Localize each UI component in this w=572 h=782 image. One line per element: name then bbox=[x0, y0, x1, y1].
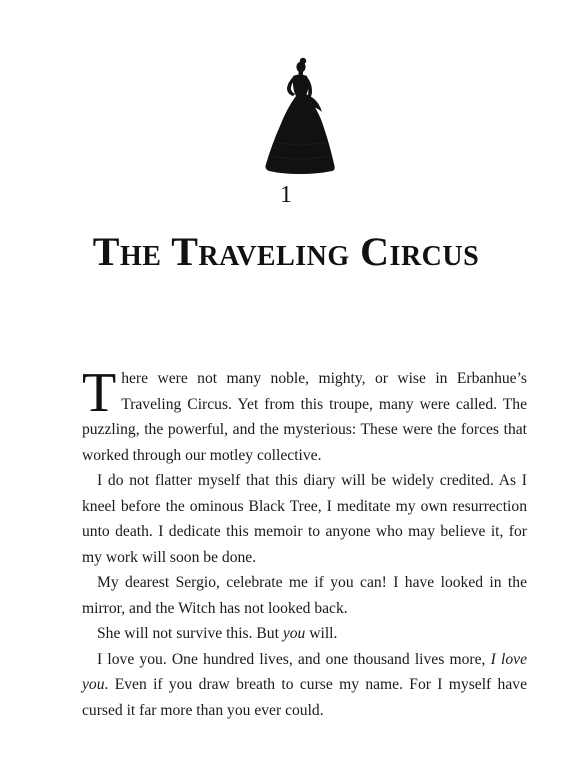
paragraph-4-text-a: She will not survive this. But bbox=[97, 625, 283, 642]
paragraph-4-text-b: will. bbox=[305, 625, 338, 642]
chapter-body bbox=[82, 362, 527, 723]
paragraph-5 bbox=[82, 647, 527, 724]
paragraph-4-emphasis: you bbox=[282, 625, 306, 642]
chapter-title: The Traveling Circus bbox=[92, 229, 480, 274]
drop-cap: T bbox=[82, 362, 117, 424]
chapter-number: 1 bbox=[280, 182, 292, 208]
paragraph-5-text-a: I love you. One hundred lives, and one thousand lives more, bbox=[97, 650, 491, 668]
paragraph-2: I do not flatter myself that this diary will be widely credited. As I kneel before the ominous Black Tree, I meditate my own resurrection unto death. I dedicate this memoir to anyone who may believe it, for my work will soon be done. bbox=[82, 472, 527, 566]
paragraph-1-text: here were not many noble, mighty, or wise in Erbanhue’s Traveling Circus. Yet from this troupe, many were called. The puzzling, the powerful, and the mysterious: These were the forces that worked through our motley collective. bbox=[82, 370, 527, 464]
paragraph-5-text-b: . Even if you draw breath to curse my name. For I myself have cursed it far more than you ever could. bbox=[82, 676, 527, 719]
paragraph-1 bbox=[82, 362, 527, 468]
paragraph-4 bbox=[82, 621, 527, 647]
paragraph-5-emphasis: I love you bbox=[82, 650, 527, 693]
paragraph-3: My dearest Sergio, celebrate me if you can! I have looked in the mirror, and the Witch has not looked back. bbox=[82, 574, 527, 617]
woman-silhouette-icon bbox=[262, 56, 338, 174]
